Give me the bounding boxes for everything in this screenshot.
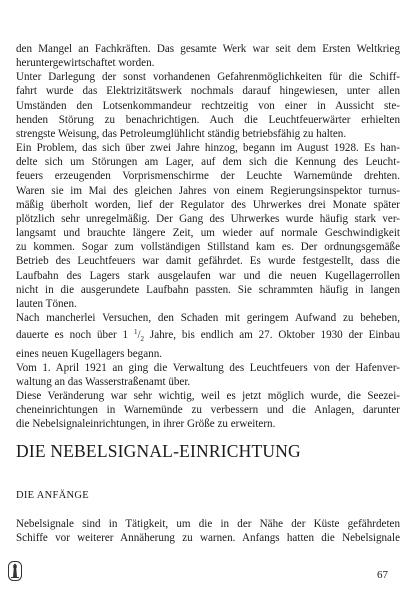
- text-line: strengste Weisung, das Petroleumglühlicht ständig betriebsfähig zu halten.: [16, 127, 347, 140]
- text-fragment: Jahre, bis endlich am 27. Oktober 1930 der Einbau: [144, 329, 400, 342]
- paragraph: [16, 361, 400, 389]
- text-line: heruntergewirtschaftet worden.: [16, 57, 155, 70]
- text-line: lauten Tönen.: [16, 297, 77, 310]
- fraction-numerator: 1: [133, 328, 138, 337]
- paragraph: [16, 70, 400, 141]
- text-line: Ein Problem, das sich über zwei Jahre hinzog, begann im August 1928. Es han-: [16, 142, 400, 155]
- text-line: henden Störung zu benachrichtigen. Auch die Leuchtfeuerwärter erhielten: [16, 113, 400, 126]
- text-line: den Mangel an Fachkräften. Das gesamte Werk war seit dem Ersten Weltkrieg: [16, 43, 400, 55]
- page-number: 67: [377, 569, 388, 581]
- paragraph: [16, 141, 400, 311]
- text-line: cheneinrichtungen in Warnemünde zu verbessern und die Anlagen, darunter: [16, 404, 400, 417]
- text-line: langsamt und brauchte längere Zeit, um wieder auf normale Geschwindigkeit: [16, 227, 400, 240]
- text-line: die Nebelsignaleinrichtungen, in ihrer Größe zu erweitern.: [16, 418, 276, 431]
- fraction-line: [16, 325, 400, 346]
- lighthouse-emblem-icon: [8, 561, 22, 581]
- text-line: Vom 1. April 1921 an ging die Verwaltung des Leuchtfeuers von der Hafenver-: [16, 361, 400, 374]
- section-subheading: DIE ANFÄNGE: [16, 490, 90, 501]
- section-intro: [16, 517, 400, 545]
- text-line: Umständen den Lotsenkommandeur rechtzeitig von einer in Aussicht ste-: [16, 99, 400, 112]
- text-line: Schiffe vor weiterer Annäherung zu warnen. Anfangs hatten die Nebelsignale: [16, 532, 400, 545]
- text-line: Unter Darlegung der sonst vorhandenen Gefahrenmöglichkeiten für die Schiff-: [16, 71, 400, 84]
- paragraph: [16, 42, 400, 70]
- text-line: mäßig überholt worden, lief der Regulator des Uhrwerkes drei Monate später: [16, 198, 400, 211]
- text-line: Waren sie im Mai des gleichen Jahres von einem Regierungsinspektor turnus-: [16, 184, 400, 197]
- text-line: Laufbahn des Lagers stark ausgelaufen war und die neuen Kugellagerrollen: [16, 269, 400, 282]
- text-line: feuers erzeugenden Vorprismenschirme der Leuchte Warnemünde drehten.: [16, 170, 400, 183]
- text-line: nicht in die ausgerundete Laufbahn passten. Sie schrammten häufig in langen: [16, 283, 400, 296]
- text-line: waltung an das Wasserstraßenamt über.: [16, 375, 191, 388]
- text-line: Diese Veränderung war sehr wichtig, weil es jetzt möglich wurde, die Seezei-: [16, 389, 400, 402]
- text-line: Nach mancherlei Versuchen, den Schaden mit geringem Aufwand zu beheben,: [16, 311, 400, 324]
- section-heading: DIE NEBELSIGNAL-EINRICHTUNG: [16, 441, 301, 461]
- text-line: delte sich um Störungen am Lager, auf dem sich die Kennung des Leucht-: [16, 156, 400, 169]
- paragraph: [16, 389, 400, 431]
- body-text: [16, 42, 400, 431]
- paragraph: [16, 311, 400, 361]
- text-line: plötzlich sehr unregelmäßig. Der Gang des Uhrwerkes wurde häufig stark ver-: [16, 212, 400, 225]
- text-fragment: dauerte es noch über 1: [16, 329, 134, 342]
- fraction-slash: /: [137, 329, 141, 342]
- fraction-denominator: 2: [140, 335, 145, 344]
- text-line: fahrt wurde das Elektrizitätswerk nochmals darauf hingewiesen, unter allen: [16, 85, 400, 98]
- text-line: Nebelsignale sind in Tätigkeit, um die in der Nähe der Küste gefährdeten: [16, 518, 400, 530]
- text-line: Betrieb des Leuchtfeuers war damit gefährdet. Es wurde festgestellt, dass die: [16, 255, 400, 268]
- text-line: eines neuen Kugellagers begann.: [16, 347, 163, 360]
- text-line: zu kommen. Sogar zum vollständigen Stillstand kam es. Der ordnungsgemäße: [16, 241, 400, 254]
